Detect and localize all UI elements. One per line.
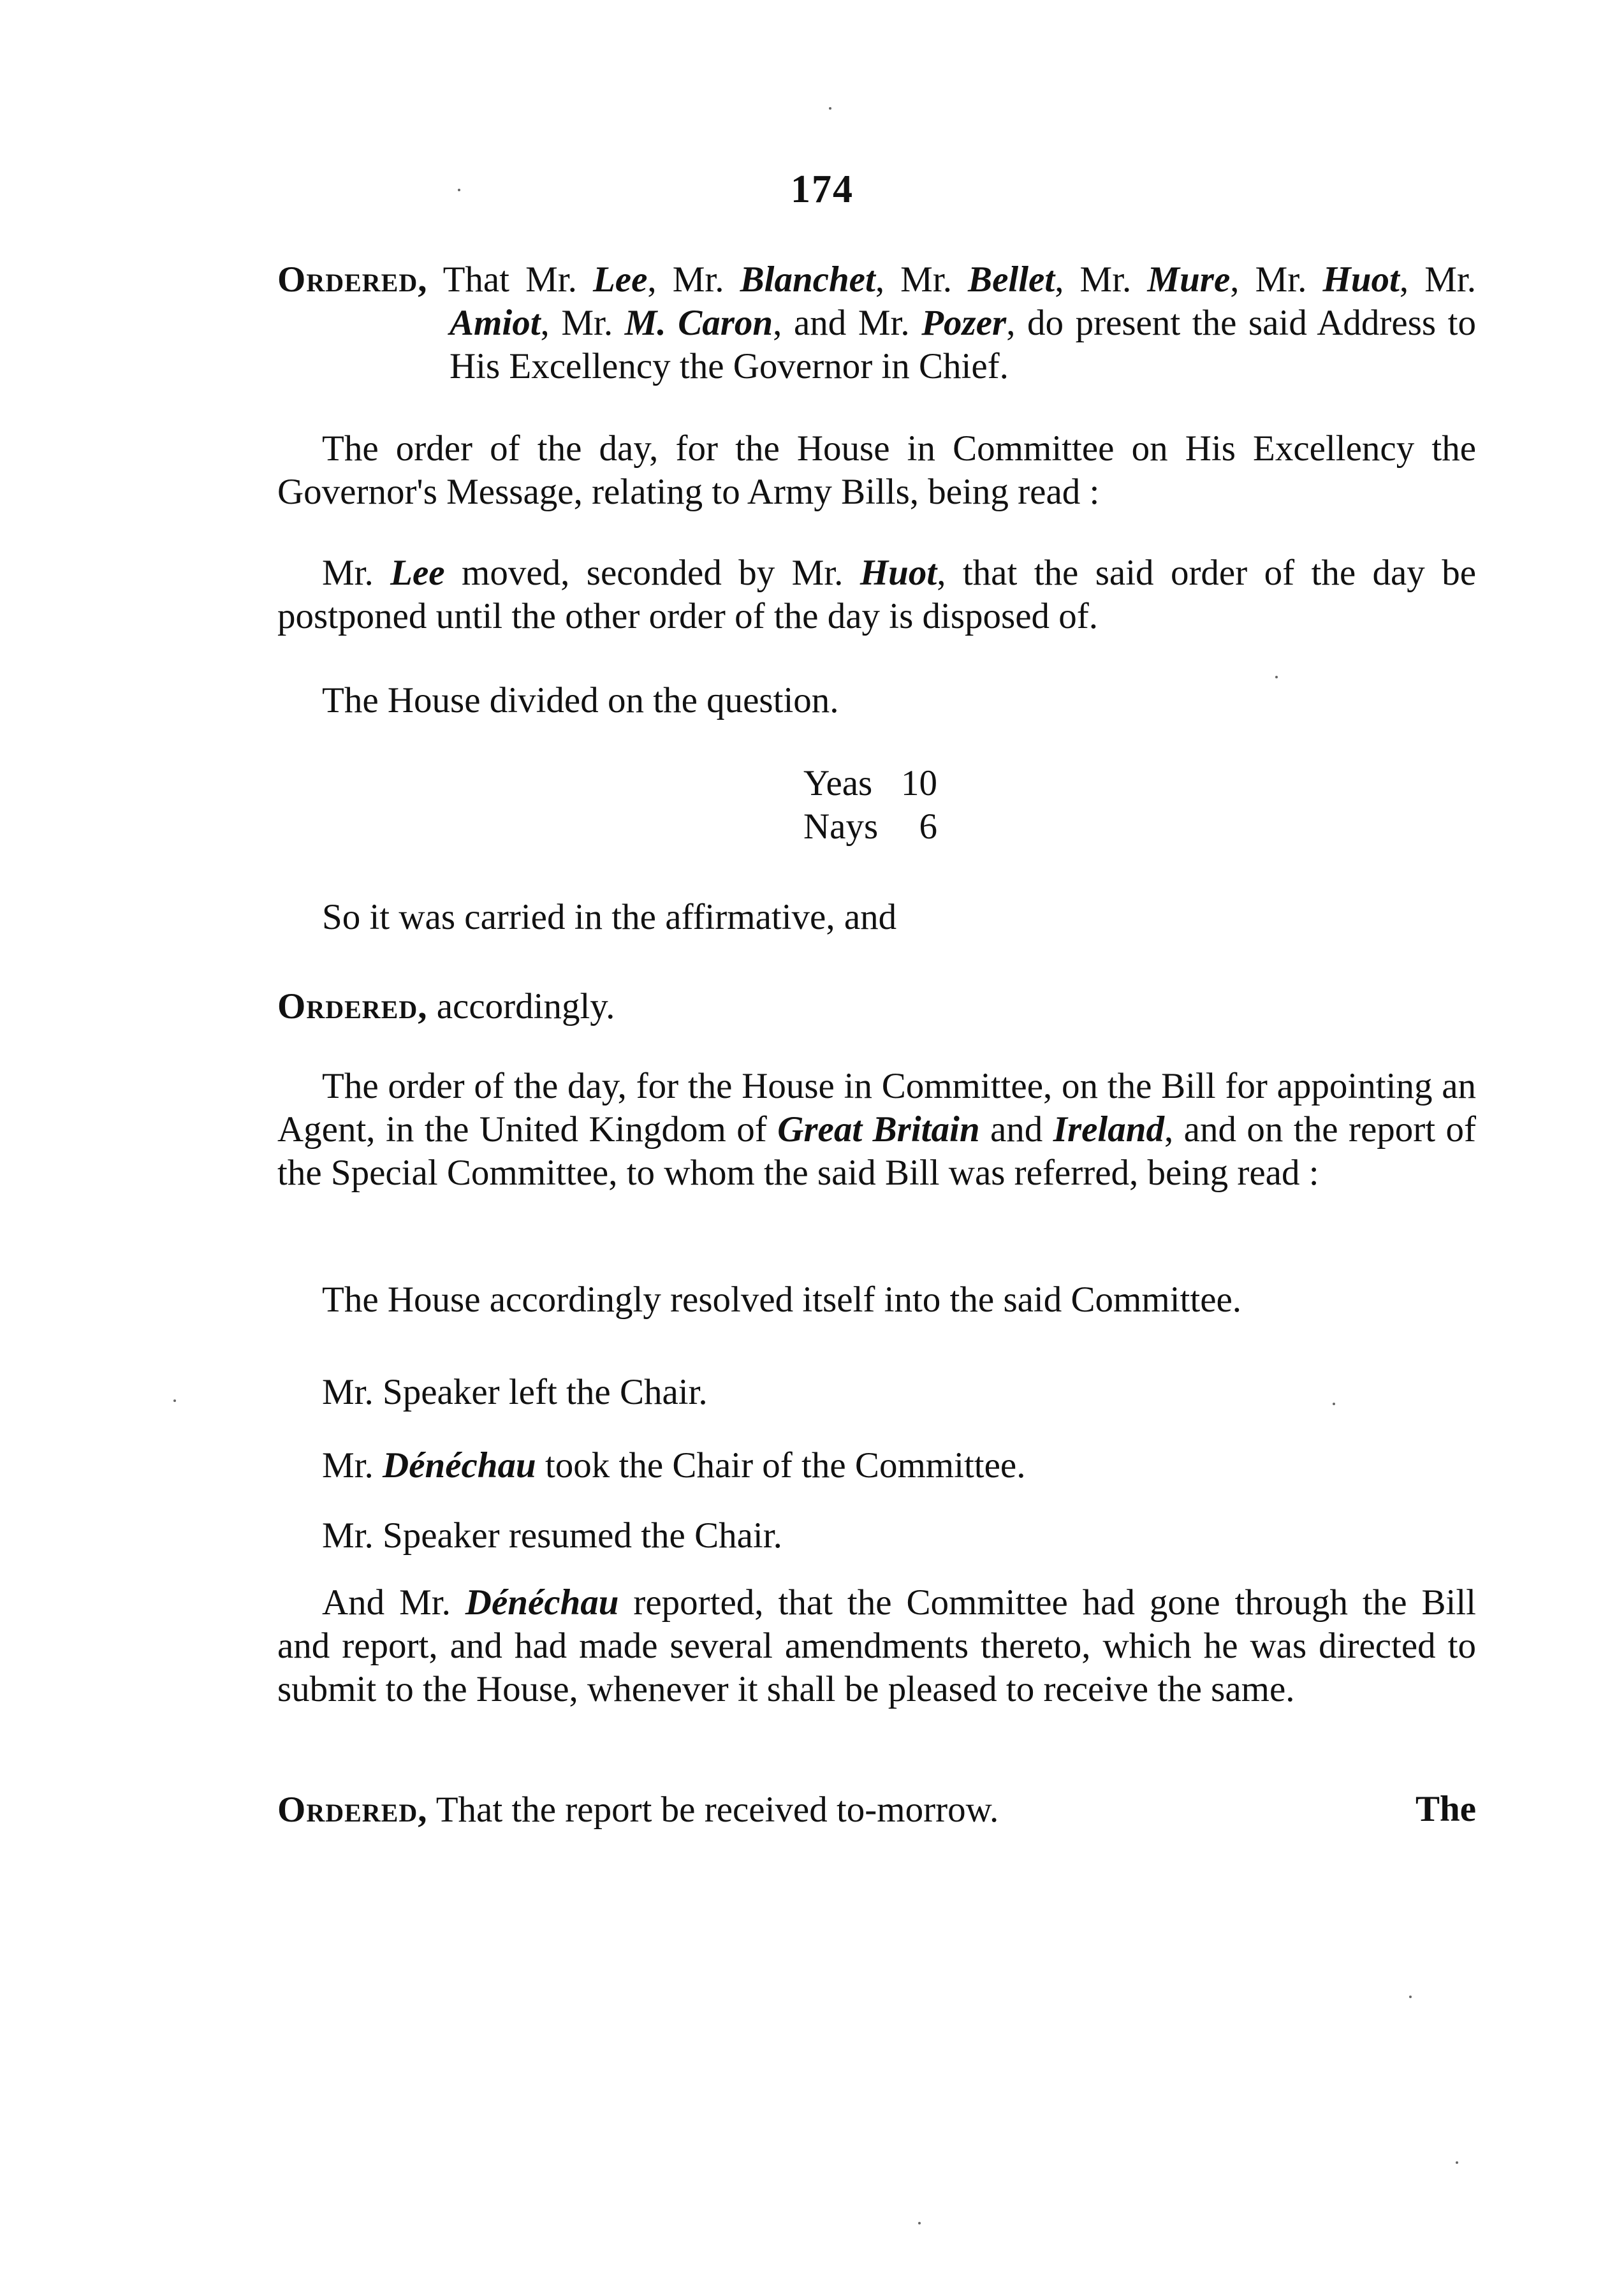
order-of-day-agent-bill-paragraph: The order of the day, for the House in Committee, on the Bill for appointing an Agent, in the United Kingdom of Great Britain and Ireland, and on the report of the Special Committee, to whom the said Bill was referred, being read : — [277, 1066, 1476, 1193]
scan-speck — [1456, 2161, 1458, 2164]
member-name: Blanchet — [740, 259, 875, 300]
yeas-row — [803, 762, 937, 805]
member-name: Lee — [592, 259, 648, 300]
ordered-address-paragraph: Ordered, That Mr. Lee, Mr. Blanchet, Mr. Bellet, Mr. Mure, Mr. Huot, Mr. Amiot, Mr. M. Caron, and Mr. Pozer, do present the said Address to His Excellency the Governor in Chief. — [277, 259, 1476, 386]
member-name: Pozer — [921, 303, 1007, 343]
scan-speck — [1409, 1996, 1412, 1998]
motion-postpone-paragraph: Mr. Lee moved, seconded by Mr. Huot, that the said order of the day be postponed until the other order of the day is disposed of. — [277, 553, 1477, 636]
order-of-day-army-bills-paragraph: The order of the day, for the House in Committee on His Excellency the Governor's Message, relating to Army Bills, being read : — [277, 428, 1476, 512]
scan-speck — [458, 189, 460, 191]
house-divided-paragraph: The House divided on the question. — [322, 680, 839, 720]
scan-speck — [173, 1399, 176, 1402]
scan-speck — [1333, 1403, 1335, 1405]
ordered-label: Ordered, — [277, 1790, 428, 1830]
took-chair-paragraph: Mr. Dénéchau took the Chair of the Committee. — [322, 1445, 1026, 1486]
member-name: M. Caron — [624, 303, 773, 343]
nays-count: 6 — [919, 807, 937, 847]
yeas-count: 10 — [901, 763, 937, 803]
ordered-accordingly-paragraph: Ordered, accordingly. — [277, 986, 615, 1026]
member-name: Amiot — [450, 303, 541, 343]
vote-tally — [803, 762, 937, 849]
yeas-label: Yeas — [803, 763, 873, 803]
ordered-label: Ordered, — [277, 986, 428, 1026]
member-name: Dénéchau — [465, 1582, 619, 1623]
scan-speck — [1275, 676, 1278, 678]
nays-label: Nays — [803, 807, 879, 847]
carried-affirmative-paragraph: So it was carried in the affirmative, and — [322, 897, 897, 937]
place-name: Great Britain — [777, 1109, 980, 1150]
place-name: Ireland — [1053, 1109, 1164, 1150]
speaker-resumed-paragraph: Mr. Speaker resumed the Chair. — [322, 1515, 782, 1556]
scan-speck — [829, 107, 831, 110]
member-name: Bellet — [968, 259, 1055, 300]
member-name: Huot — [1322, 259, 1400, 300]
house-resolved-paragraph: The House accordingly resolved itself into the said Committee. — [322, 1280, 1242, 1320]
catchword: The — [1415, 1789, 1476, 1829]
nays-row — [803, 805, 937, 849]
member-name: Lee — [390, 553, 445, 593]
ordered-label: Ordered, — [277, 259, 428, 300]
member-name: Dénéchau — [383, 1445, 536, 1486]
speaker-left-paragraph: Mr. Speaker left the Chair. — [322, 1372, 708, 1412]
member-name: Mure — [1147, 259, 1231, 300]
page-number: 174 — [791, 168, 854, 211]
member-name: Huot — [860, 553, 937, 593]
scan-speck — [918, 2222, 921, 2224]
committee-report-paragraph: And Mr. Dénéchau reported, that the Committee had gone through the Bill and report, and had made several amendments thereto, which he was directed to submit to the House, whenever it shall be pleased to receive the same. — [277, 1582, 1476, 1709]
ordered-report-tomorrow-paragraph: Ordered, That the report be received to-morrow. — [277, 1790, 999, 1830]
